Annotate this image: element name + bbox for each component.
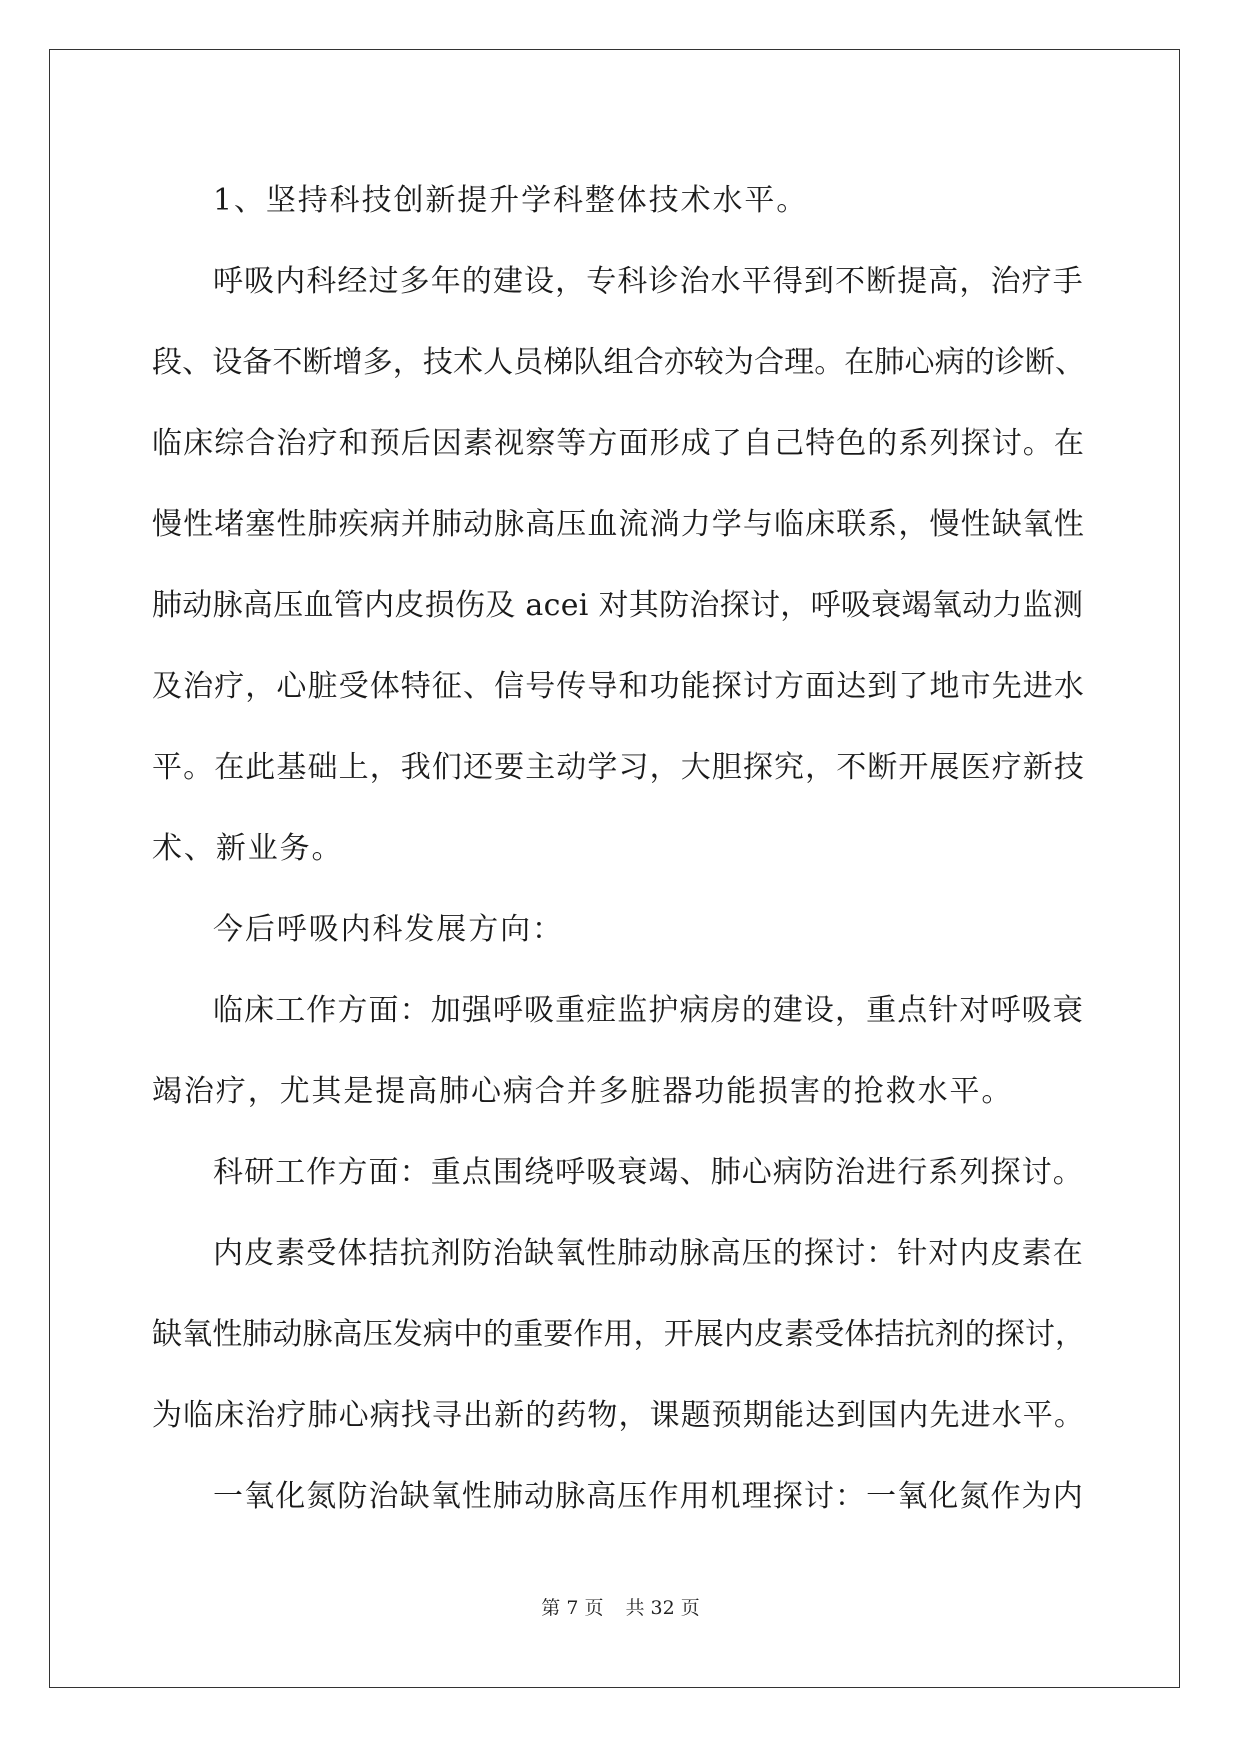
text-line: 临床综合治疗和预后因素视察等方面形成了自己特色的系列探讨。在 [152, 426, 1085, 461]
text-line: 1、坚持科技创新提升学科整体技术水平。 [213, 183, 809, 218]
text-line: 缺氧性肺动脉高压发病中的重要作用，开展内皮素受体拮抗剂的探讨， [152, 1317, 1086, 1352]
page-number: 第 7 页 [541, 1597, 604, 1619]
page-footer [0, 1593, 1241, 1620]
text-line: 科研工作方面：重点围绕呼吸衰竭、肺心病防治进行系列探讨。 [213, 1155, 1084, 1190]
text-line: 为临床治疗肺心病找寻出新的药物，课题预期能达到国内先进水平。 [152, 1398, 1085, 1433]
text-line: 及治疗，心脏受体特征、信号传导和功能探讨方面达到了地市先进水 [152, 669, 1085, 704]
text-line: 术、新业务。 [152, 831, 344, 866]
text-line: 慢性堵塞性肺疾病并肺动脉高压血流淌力学与临床联系，慢性缺氧性 [152, 507, 1085, 542]
paragraph [152, 241, 1087, 889]
paragraph [152, 1132, 1087, 1213]
document-body [152, 160, 1087, 1537]
page-total: 共 32 页 [625, 1597, 700, 1619]
text-line: 呼吸内科经过多年的建设，专科诊治水平得到不断提高，治疗手 [213, 264, 1084, 299]
text-line: 竭治疗，尤其是提高肺心病合并多脏器功能损害的抢救水平。 [152, 1074, 1014, 1109]
paragraph [152, 1456, 1087, 1537]
paragraph [152, 970, 1087, 1132]
text-line: 临床工作方面：加强呼吸重症监护病房的建设，重点针对呼吸衰 [213, 993, 1084, 1028]
text-line: 一氧化氮防治缺氧性肺动脉高压作用机理探讨：一氧化氮作为内 [213, 1479, 1084, 1514]
text-line: 平。在此基础上，我们还要主动学习，大胆探究，不断开展医疗新技 [152, 750, 1085, 785]
text-line: 肺动脉高压血管内皮损伤及 acei 对其防治探讨，呼吸衰竭氧动力监测 [152, 588, 1084, 623]
paragraph [152, 1213, 1087, 1456]
text-line: 段、设备不断增多，技术人员梯队组合亦较为合理。在肺心病的诊断、 [152, 345, 1086, 380]
paragraph [152, 889, 1087, 970]
text-line: 内皮素受体拮抗剂防治缺氧性肺动脉高压的探讨：针对内皮素在 [213, 1236, 1084, 1271]
paragraph [152, 160, 1087, 241]
text-line: 今后呼吸内科发展方向： [213, 912, 564, 947]
